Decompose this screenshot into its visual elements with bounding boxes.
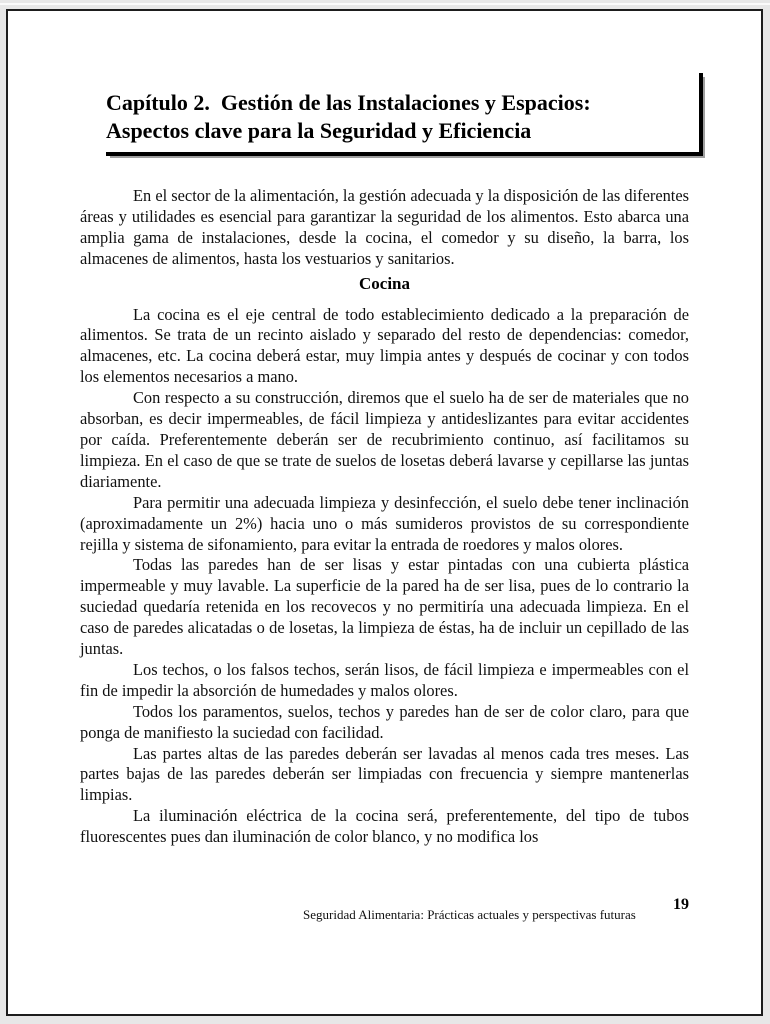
body-paragraph: Las partes altas de las paredes deberán ser lavadas al menos cada tres meses. Las partes bajas de las paredes deberán ser limpiadas con frecuencia y siempre mantenerlas limpias. — [80, 743, 689, 805]
chapter-title-line-1: Capítulo 2. Gestión de las Instalaciones y Espacios: — [106, 90, 591, 115]
document-page — [6, 9, 763, 1016]
chapter-title-line-2: Aspectos clave para la Seguridad y Eficiencia — [106, 118, 532, 143]
section-heading-cocina: Cocina — [359, 273, 410, 293]
intro-paragraph: En el sector de la alimentación, la gestión adecuada y la disposición de las diferentes áreas y utilidades es esencial para garantizar la seguridad de los alimentos. Esto abarca una amplia gama de instalaciones, desde la cocina, el comedor y su diseño, la barra, los almacenes de alimentos, hasta los vestuarios y sanitarios. — [80, 186, 689, 268]
body-paragraph: Con respecto a su construcción, diremos que el suelo ha de ser de materiales que no absorban, es decir impermeables, de fácil limpieza y antideslizantes para evitar accidentes por caída. Preferentemente deberán ser de recubrimiento continuo, así facilitamos su limpieza. En el caso de que se trate de suelos de losetas deberá lavarse y cepillarse las juntas diariamente. — [80, 388, 689, 491]
chapter-title-block — [106, 73, 703, 156]
body-paragraph: La cocina es el eje central de todo establecimiento dedicado a la preparación de alimentos. Se trata de un recinto aislado y separado del resto de dependencias: comedor, almacenes, etc. La cocina deberá estar, muy limpia antes y después de cocinar y con todos los elementos necesarios a mano. — [80, 304, 689, 387]
body-paragraph: Todas las paredes han de ser lisas y estar pintadas con una cubierta plástica impermeable y muy lavable. La superficie de la pared ha de ser lisa, pues de lo contrario la suciedad quedaría retenida en los recovecos y no permitiría una adecuada limpieza. En el caso de paredes alicatadas o de losetas, la limpieza de éstas, ha de incluir un cepillado de las juntas. — [80, 555, 689, 659]
page-body — [80, 186, 689, 848]
body-paragraph: La iluminación eléctrica de la cocina será, preferentemente, del tipo de tubos fluorescentes pues dan iluminación de color blanco, y no modifica los — [80, 806, 689, 847]
body-paragraph: Todos los paramentos, suelos, techos y paredes han de ser de color claro, para que ponga de manifiesto la suciedad con facilidad. — [80, 701, 689, 742]
body-paragraph: Para permitir una adecuada limpieza y desinfección, el suelo debe tener inclinación (aproximadamente un 2%) hacia uno o más sumideros provistos de su correspondiente rejilla y sistema de sifonamiento, para evitar la entrada de roedores y malos olores. — [80, 492, 689, 554]
body-paragraph: Los techos, o los falsos techos, serán lisos, de fácil limpieza e impermeables con el fin de impedir la absorción de humedades y malos olores. — [80, 659, 689, 700]
top-highlight-line — [0, 3, 770, 5]
running-footer-title: Seguridad Alimentaria: Prácticas actuales y perspectivas futuras — [303, 907, 636, 922]
page-number: 19 — [673, 896, 689, 913]
